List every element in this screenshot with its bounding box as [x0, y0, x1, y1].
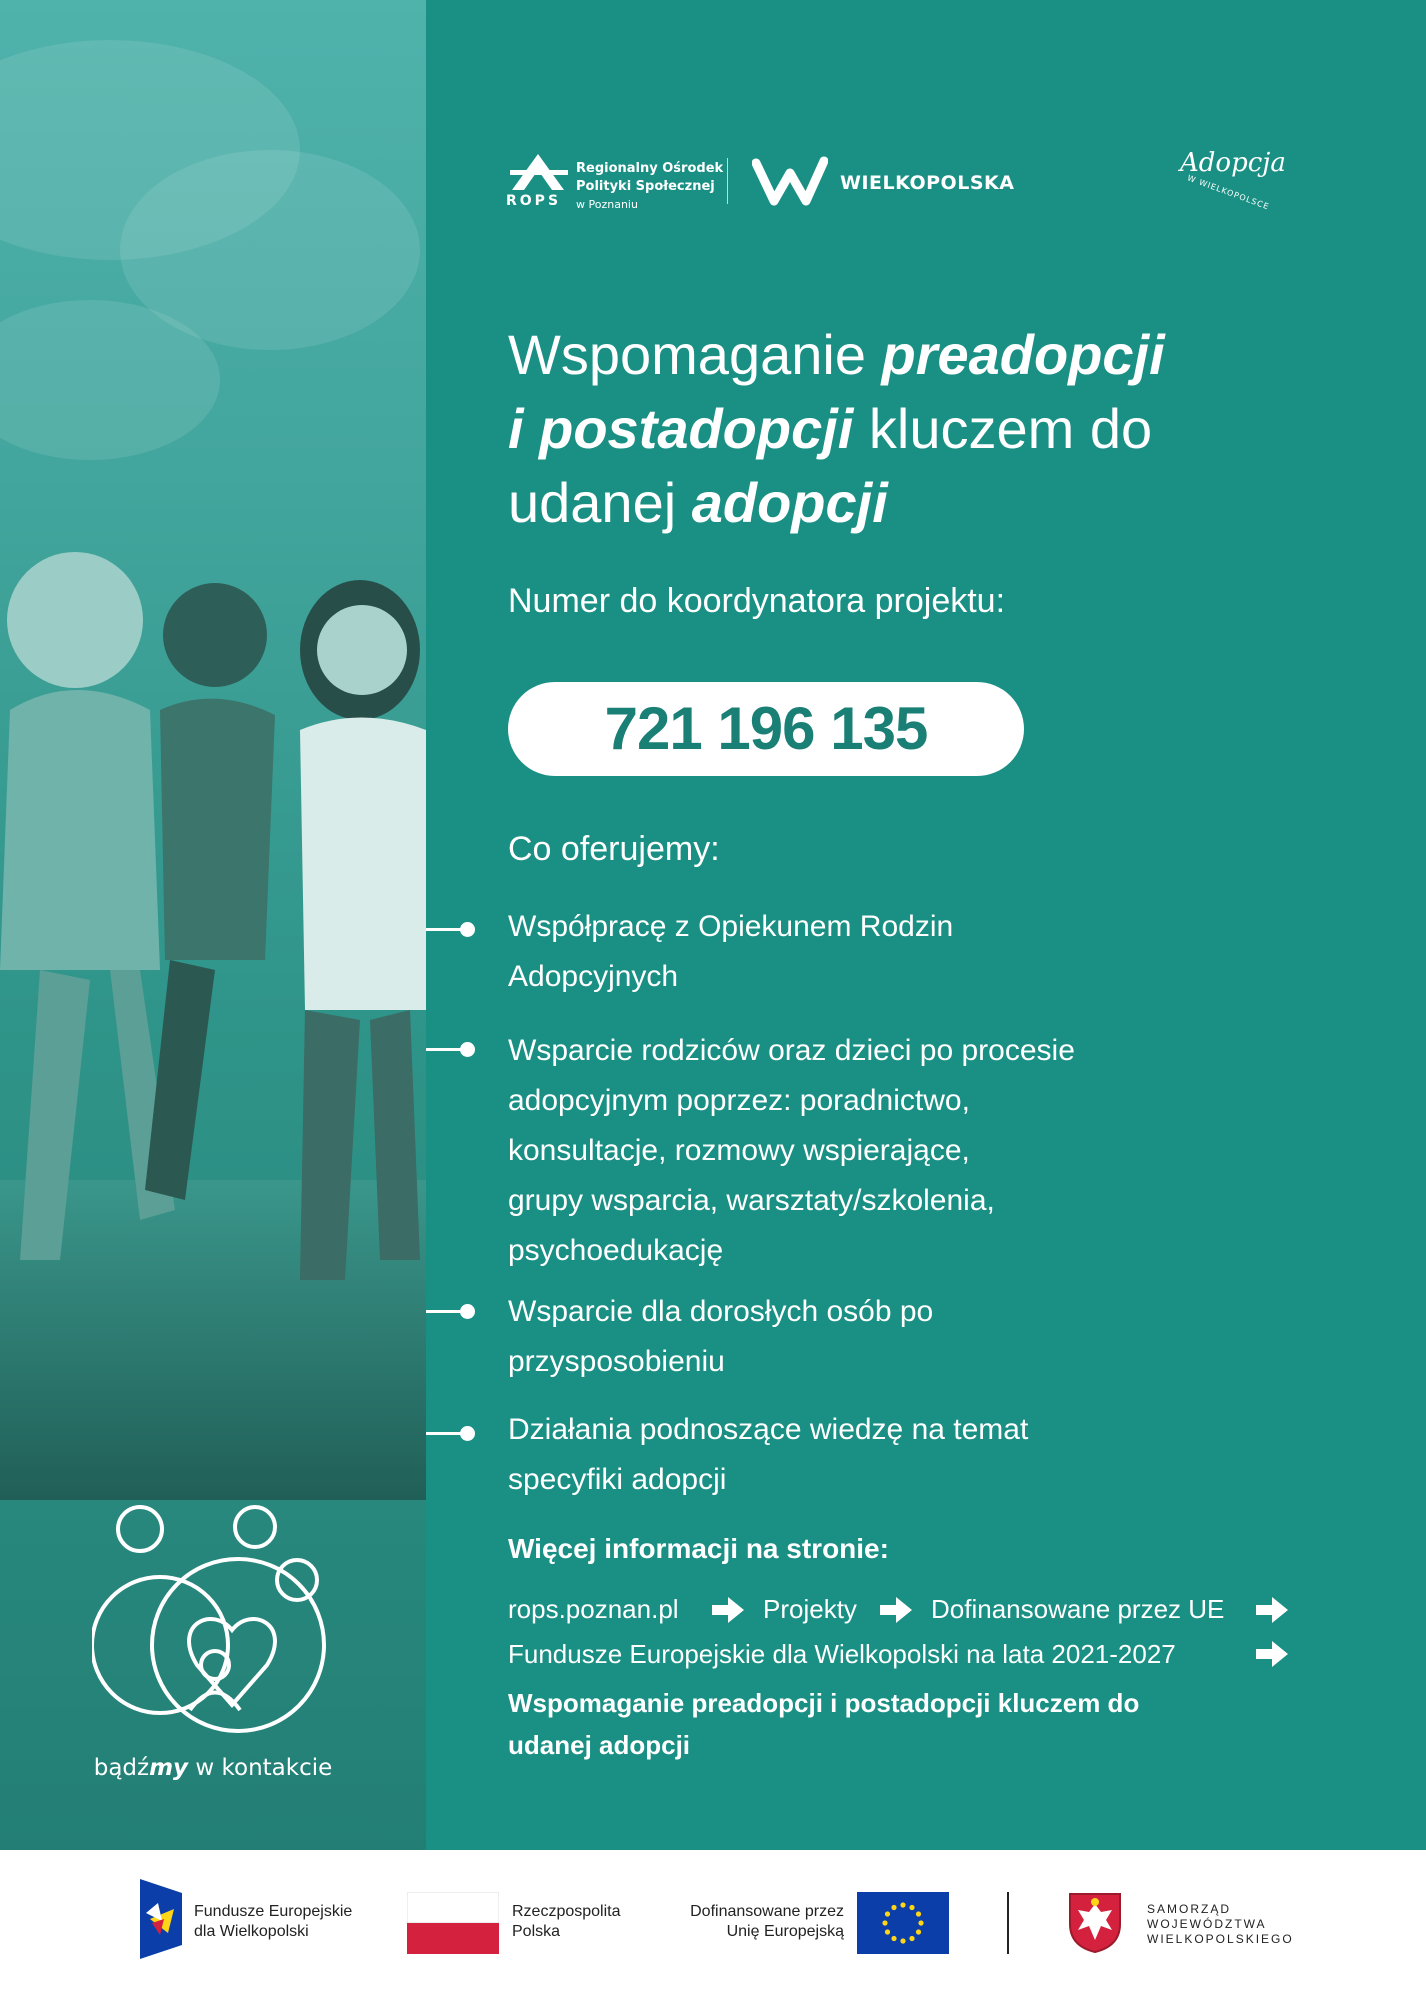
eu-flag-icon [857, 1892, 949, 1954]
logo-divider [727, 158, 728, 204]
polish-flag-icon [407, 1892, 499, 1954]
arrow-right-icon [712, 1597, 744, 1623]
offer-item: Wsparcie dla dorosłych osób po przysposobieniu [508, 1295, 934, 1378]
offer-label: Co oferujemy: [508, 830, 720, 868]
wielkopolska-logo-icon [752, 155, 828, 207]
rzeczpospolita-label: Rzeczpospolita Polska [512, 1903, 621, 1940]
bullet-dot [460, 1304, 475, 1319]
footer-divider [1007, 1892, 1009, 1954]
children-photo [0, 540, 426, 1500]
arrow-right-icon [1256, 1641, 1288, 1667]
offer-item: Działania podnoszące wiedzę na temat specyfiki adopcji [508, 1413, 1029, 1496]
project-name[interactable]: Wspomaganie preadopcji i postadopcji kluczem do udanej adopcji [508, 1688, 1140, 1760]
rops-logo-icon [508, 150, 570, 194]
phone-number[interactable]: 721 196 135 [604, 695, 928, 762]
photo-panel [0, 0, 426, 1850]
tagline: bądźmy w kontakcie [93, 1755, 333, 1781]
headline: Wspomaganie preadopcji i postadopcji kluczem do udanej adopcji [508, 323, 1165, 534]
link-dofinansowane[interactable]: Dofinansowane przez UE [931, 1594, 1225, 1624]
link-projekty[interactable]: Projekty [763, 1594, 857, 1624]
link-rops-site[interactable]: rops.poznan.pl [508, 1594, 679, 1624]
arrow-right-icon [880, 1597, 912, 1623]
bullet-dot [460, 922, 475, 937]
family-heart-logo [92, 1505, 342, 1735]
bullet-dot [460, 1426, 475, 1441]
wielkopolska-wordmark: WIELKOPOLSKA [840, 172, 1015, 194]
wielkopolska-coat-of-arms-icon [1068, 1892, 1122, 1954]
offer-item: Wsparcie rodziców oraz dzieci po procesie adopcyjnym poprzez: poradnictwo, konsultacje, rozmowy wspierające, grupy wsparcia, warsztaty/szkolenia, psychoedukację [508, 1034, 1075, 1267]
eu-cofinanced-label: Dofinansowane przez Unię Europejską [690, 1903, 844, 1940]
more-info-label: Więcej informacji na stronie: [508, 1533, 889, 1564]
rops-name: Regionalny Ośrodek Polityki Społecznej w Poznaniu [576, 161, 724, 211]
offer-item: Współpracę z Opiekunem Rodzin Adopcyjnych [508, 910, 954, 993]
samorzad-label: SAMORZĄD WOJEWÓDZTWA WIELKOPOLSKIEGO [1147, 1902, 1294, 1946]
fundusze-europejskie-label: Fundusze Europejskie dla Wielkopolski [194, 1903, 353, 1940]
adopcja-logo: Adopcja [1180, 148, 1286, 178]
link-fundusze[interactable]: Fundusze Europejskie dla Wielkopolski na lata 2021-2027 [508, 1639, 1176, 1669]
coordinator-label: Numer do koordynatora projektu: [508, 582, 1006, 620]
adopcja-logo-sub: W WIELKOPOLSCE [1186, 173, 1271, 212]
arrow-right-icon [1256, 1597, 1288, 1623]
bullet-dot [460, 1042, 475, 1057]
fundusze-europejskie-logo-icon [140, 1879, 182, 1959]
rops-acronym: ROPS [506, 193, 562, 209]
